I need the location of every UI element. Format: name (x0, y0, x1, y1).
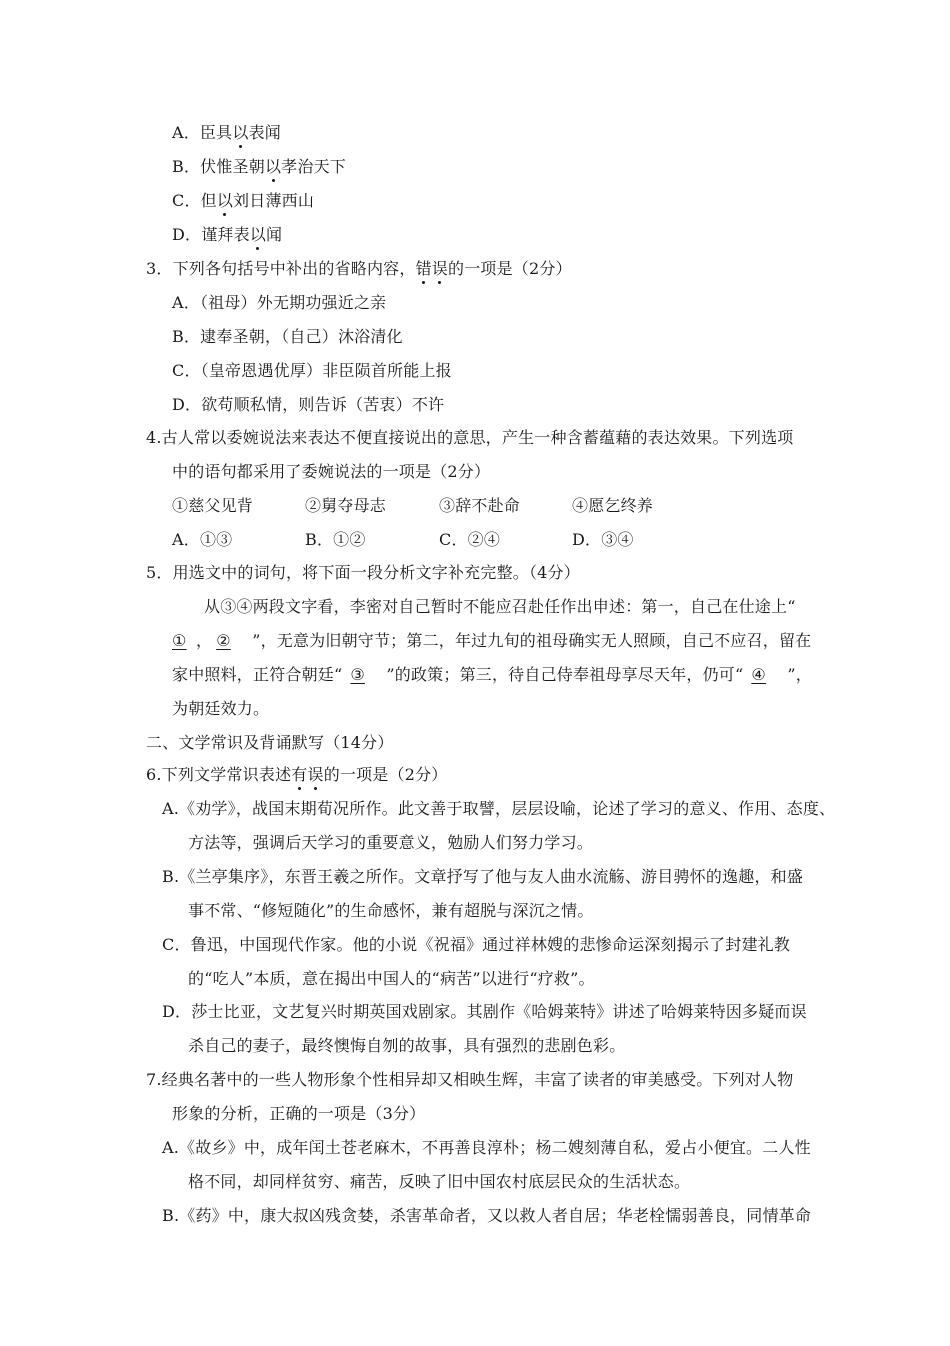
emphasis-dot-char: 以 (249, 225, 267, 244)
q3-option-b: B．逮奉圣朝，（自己）沐浴清化 (172, 327, 403, 346)
emphasis-dot-char: 误 (307, 765, 324, 784)
q7-option-a-line1: A.《故乡》中，成年闰土苍老麻木，不再善良淳朴；杨二嫂刻薄自私，爱占小便宜。二人性 (162, 1138, 811, 1157)
q3-option-a: A．（祖母）外无期功强近之亲 (172, 293, 387, 312)
q3-option-d: D．欲苟顺私情，则告诉（苦衷）不许 (172, 395, 445, 414)
section-heading: 二、文学常识及背诵默写（14分） (146, 733, 394, 752)
q6-option-c-line2: 的“吃人”本质，意在揭出中国人的“病苦”以进行“疗救”。 (188, 969, 595, 988)
q7-stem-line2: 形象的分析，正确的一项是（3分） (172, 1104, 426, 1123)
q5-para-line1: 从③④两段文字看，李密对自己暂时不能应召赴任作出申述：第一，自己在仕途上“ (204, 597, 796, 616)
q2-option-d: D．谨拜表以闻 (172, 225, 283, 244)
q4-item-2: ②舅夺母志 (305, 496, 387, 515)
q6-option-a-line2: 方法等，强调后天学习的重要意义，勉励人们努力学习。 (188, 833, 594, 852)
q4-item-3: ③辞不赴命 (439, 496, 521, 515)
q6-option-b-line1: B.《兰亭集序》，东晋王羲之所作。文章抒写了他与友人曲水流觞、游目骋怀的逸趣，和盛 (162, 867, 804, 886)
emphasis-dot-char: 以 (216, 191, 234, 210)
q2-option-a: A．臣具以表闻 (172, 123, 281, 142)
blank-3: ③ (350, 665, 365, 684)
blank-2: ② (216, 631, 231, 650)
q5-para-line2: ① ， ② ”，无意为旧朝守节；第二，年过九旬的祖母确实无人照顾，自己不应召，留在 (172, 631, 812, 650)
q4-option-d: D．③④ (572, 530, 634, 549)
q4-option-a: A．①③ (172, 530, 233, 549)
blank-4: ④ (751, 665, 766, 684)
q2-option-c: C．但以刘日薄西山 (172, 191, 315, 210)
q5-stem: 5．用选文中的词句，将下面一段分析文字补充完整。（4分） (146, 563, 580, 582)
q3-stem: 3．下列各句括号中补出的省略内容，错误的一项是（2分） (146, 259, 572, 278)
q4-option-c: C．②④ (439, 530, 501, 549)
emphasis-dot-char: 误 (431, 259, 448, 278)
q4-stem-line2: 中的语句都采用了委婉说法的一项是（2分） (172, 462, 491, 481)
q6-option-a-line1: A.《劝学》，战国末期荀况所作。此文善于取譬，层层设喻，论述了学习的意义、作用、态度、 (162, 799, 836, 818)
q7-option-b-line1: B.《药》中，康大叔凶残贪婪，杀害革命者，又以救人者自居；华老栓懦弱善良，同情革命 (162, 1206, 812, 1225)
q3-option-c: C．（皇帝恩遇优厚）非臣陨首所能上报 (172, 361, 452, 380)
q7-option-a-line2: 格不同，却同样贫穷、痛苦，反映了旧中国农村底层民众的生活状态。 (188, 1172, 691, 1191)
q4-stem-line1: 4.古人常以委婉说法来表达不便直接说出的意思，产生一种含蓄蕴藉的表达效果。下列选项 (146, 428, 794, 447)
q4-item-1: ①慈父见背 (172, 496, 254, 515)
q5-para-line3: 家中照料，正符合朝廷“ ③ ”的政策；第三，待自己侍奉祖母享尽天年，仍可“ ④ ”， (172, 665, 812, 684)
q7-stem-line1: 7.经典名著中的一些人物形象个性相异却又相映生辉，丰富了读者的审美感受。下列对人物 (146, 1070, 794, 1089)
q4-item-4: ④愿乞终养 (572, 496, 654, 515)
blank-1: ① (172, 631, 187, 650)
q2-option-b: B．伏惟圣朝以孝治天下 (172, 157, 346, 176)
emphasis-dot-char: 错 (415, 259, 432, 278)
q6-stem: 6.下列文学常识表述有误的一项是（2分） (146, 765, 448, 784)
q5-para-line4: 为朝廷效力。 (172, 699, 270, 718)
q6-option-c-line1: C．鲁迅，中国现代作家。他的小说《祝福》通过祥林嫂的悲惨命运深刻揭示了封建礼教 (162, 935, 791, 954)
emphasis-dot-char: 以 (264, 157, 282, 176)
q6-option-d-line2: 杀自己的妻子，最终懊悔自刎的故事，具有强烈的悲剧色彩。 (188, 1036, 626, 1055)
emphasis-dot-char: 有 (291, 765, 308, 784)
q6-option-d-line1: D．莎士比亚，文艺复兴时期英国戏剧家。其剧作《哈姆莱特》讲述了哈姆莱特因多疑而误 (162, 1002, 807, 1021)
q6-option-b-line2: 事不常、“修短随化”的生命感怀，兼有超脱与深沉之情。 (188, 901, 594, 920)
emphasis-dot-char: 以 (232, 123, 249, 142)
q4-option-b: B．①② (305, 530, 366, 549)
